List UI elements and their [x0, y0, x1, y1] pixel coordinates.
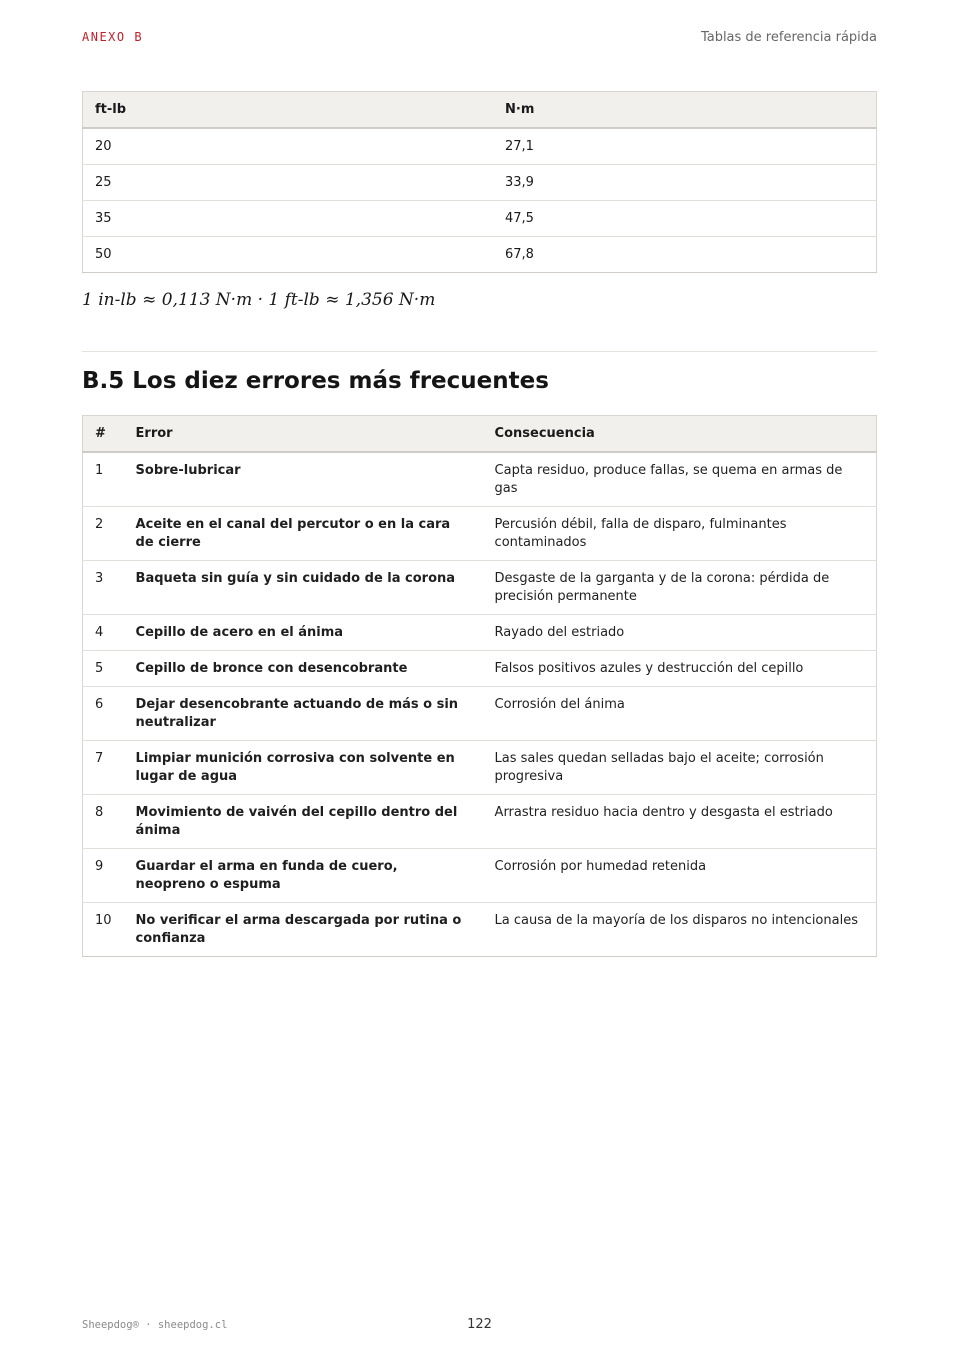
footer-brand: Sheepdog® · sheepdog.cl — [82, 1319, 228, 1331]
table-row — [83, 615, 877, 651]
cell-consequence: Rayado del estriado — [483, 615, 877, 651]
cell-number: 9 — [83, 849, 124, 903]
cell-number: 7 — [83, 741, 124, 795]
conversion-formula: 1 in-lb ≈ 0,113 N·m · 1 ft-lb ≈ 1,356 N·m — [82, 290, 436, 310]
table-row — [83, 687, 877, 741]
column-header-nm: N·m — [493, 92, 877, 129]
cell-number: 1 — [83, 452, 124, 507]
cell-consequence: Falsos positivos azules y destrucción del cepillo — [483, 651, 877, 687]
table-row — [83, 452, 877, 507]
cell-error: Limpiar munición corrosiva con solvente en lugar de agua — [124, 741, 483, 795]
cell-error: No verificar el arma descargada por rutina o confianza — [124, 903, 483, 957]
cell-ft-lb: 20 — [83, 128, 494, 165]
column-header-error: Error — [124, 416, 483, 453]
table-header-row — [83, 416, 877, 453]
table-row — [83, 165, 877, 201]
cell-nm: 67,8 — [493, 237, 877, 273]
table-header-row — [83, 92, 877, 129]
cell-number: 8 — [83, 795, 124, 849]
table-row — [83, 849, 877, 903]
cell-number: 6 — [83, 687, 124, 741]
header-title: Tablas de referencia rápida — [700, 30, 877, 45]
table-row — [83, 128, 877, 165]
cell-consequence: La causa de la mayoría de los disparos no intencionales — [483, 903, 877, 957]
cell-number: 5 — [83, 651, 124, 687]
cell-consequence: Percusión débil, falla de disparo, fulminantes contaminados — [483, 507, 877, 561]
cell-consequence: Corrosión por humedad retenida — [483, 849, 877, 903]
table-row — [83, 903, 877, 957]
cell-error: Baqueta sin guía y sin cuidado de la corona — [124, 561, 483, 615]
cell-ft-lb: 35 — [83, 201, 494, 237]
table-row — [83, 237, 877, 273]
column-header-number: # — [83, 416, 124, 453]
section-divider — [82, 351, 877, 352]
section-heading: B.5 Los diez errores más frecuentes — [82, 368, 549, 394]
column-header-consequence: Consecuencia — [483, 416, 877, 453]
table-row — [83, 201, 877, 237]
cell-ft-lb: 50 — [83, 237, 494, 273]
cell-consequence: Desgaste de la garganta y de la corona: pérdida de precisión permanente — [483, 561, 877, 615]
cell-number: 2 — [83, 507, 124, 561]
cell-consequence: Corrosión del ánima — [483, 687, 877, 741]
cell-error: Guardar el arma en funda de cuero, neopreno o espuma — [124, 849, 483, 903]
cell-error: Dejar desencobrante actuando de más o sin neutralizar — [124, 687, 483, 741]
cell-error: Sobre-lubricar — [124, 452, 483, 507]
table-row — [83, 741, 877, 795]
cell-number: 3 — [83, 561, 124, 615]
page-footer — [82, 1317, 877, 1333]
torque-conversion-table — [82, 91, 877, 273]
cell-number: 4 — [83, 615, 124, 651]
cell-number: 10 — [83, 903, 124, 957]
table-row — [83, 561, 877, 615]
cell-error: Cepillo de acero en el ánima — [124, 615, 483, 651]
cell-consequence: Capta residuo, produce fallas, se quema en armas de gas — [483, 452, 877, 507]
column-header-ft-lb: ft-lb — [83, 92, 494, 129]
table-row — [83, 507, 877, 561]
cell-error: Aceite en el canal del percutor o en la cara de cierre — [124, 507, 483, 561]
table-row — [83, 651, 877, 687]
cell-nm: 47,5 — [493, 201, 877, 237]
cell-nm: 33,9 — [493, 165, 877, 201]
page-header — [82, 30, 877, 48]
common-errors-table — [82, 415, 877, 957]
cell-consequence: Arrastra residuo hacia dentro y desgasta el estriado — [483, 795, 877, 849]
table-row — [83, 795, 877, 849]
cell-error: Cepillo de bronce con desencobrante — [124, 651, 483, 687]
cell-ft-lb: 25 — [83, 165, 494, 201]
cell-consequence: Las sales quedan selladas bajo el aceite; corrosión progresiva — [483, 741, 877, 795]
cell-nm: 27,1 — [493, 128, 877, 165]
page-number: 122 — [467, 1317, 492, 1332]
cell-error: Movimiento de vaivén del cepillo dentro del ánima — [124, 795, 483, 849]
annex-tag: ANEXO B — [82, 30, 144, 44]
